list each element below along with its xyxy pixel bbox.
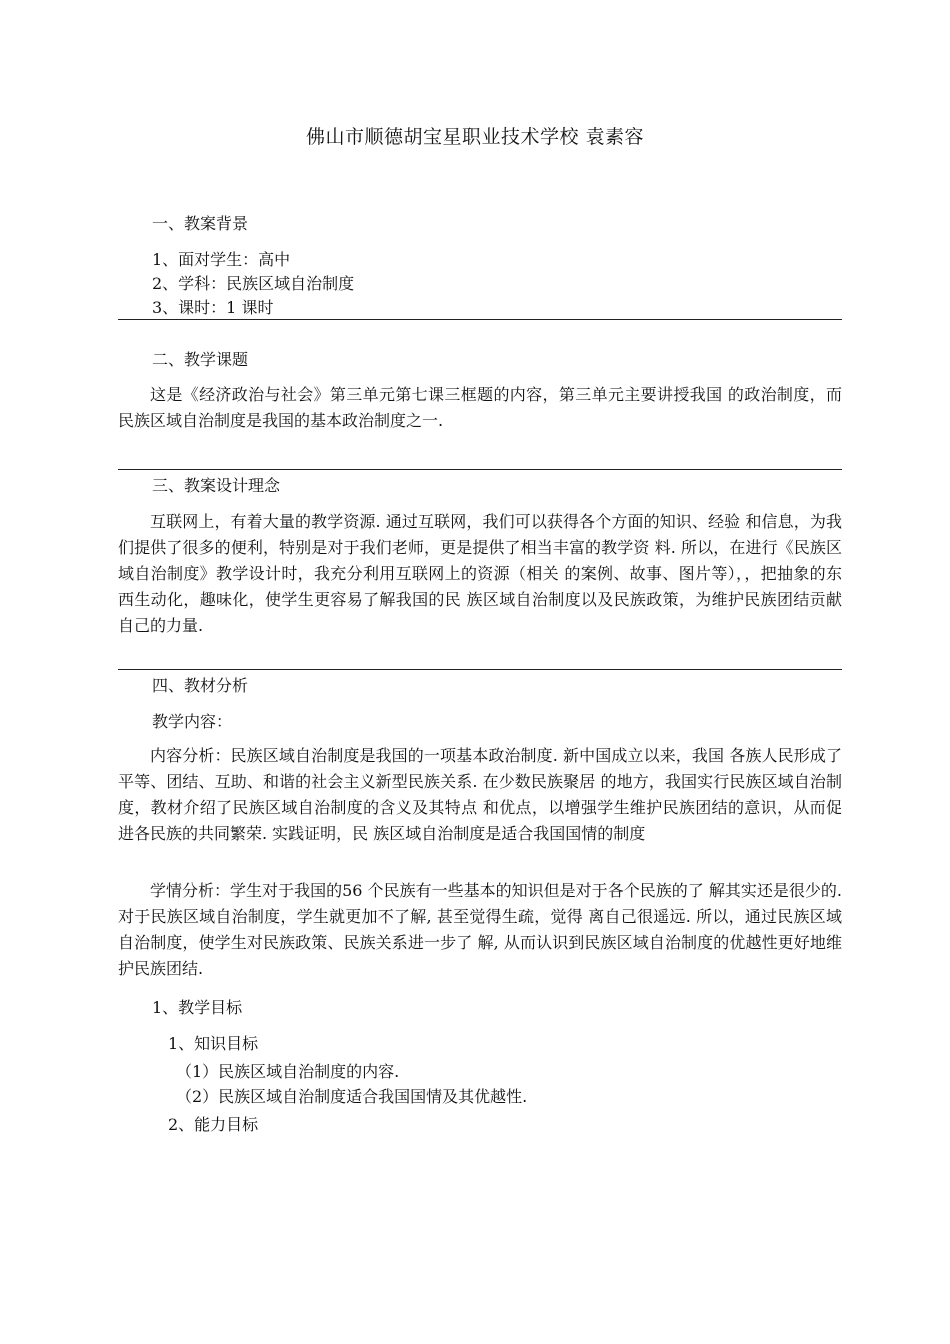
divider [118,319,842,320]
list-item-students: 1、面对学生：高中 [152,250,291,269]
document-title: 佛山市顺德胡宝星职业技术学校 袁素容 [305,126,645,148]
content-label: 教学内容： [152,712,233,731]
knowledge-goal-item: （2）民族区域自治制度适合我国国情及其优越性. [176,1087,528,1106]
section-heading-material-analysis: 四、教材分析 [152,676,249,695]
divider [118,669,842,670]
goals-heading: 1、教学目标 [152,998,243,1017]
knowledge-goals-heading: 1、知识目标 [168,1034,259,1053]
divider [118,469,842,470]
topic-paragraph: 这是《经济政治与社会》第三单元第七课三框题的内容，第三单元主要讲授我国 的政治制度，而民族区域自治制度是我国的基本政治制度之一. [118,385,842,430]
section-heading-design-concept: 三、教案设计理念 [152,476,281,495]
section-heading-topic: 二、教学课题 [152,350,249,369]
design-concept-paragraph: 互联网上，有着大量的教学资源. 通过互联网，我们可以获得各个方面的知识、经验 和信息，为我们提供了很多的便利，特别是对于我们老师，更是提供了相当丰富的教学资 料. 所以，在进行《民族区域自治制度》教学设计时，我充分利用互联网上的资源（相关 的案例、故事、图片等），，把抽象的东西生动化，趣味化，使学生更容易了解我国的民 族区域自治制度以及民族政策，为维护民族团结贡献自己的力量. [118,512,842,635]
content-analysis-paragraph: 内容分析：民族区域自治制度是我国的一项基本政治制度. 新中国成立以来，我国 各族人民形成了平等、团结、互助、和谐的社会主义新型民族关系. 在少数民族聚居 的地方，我国实行民族区域自治制度，教材介绍了民族区域自治制度的含义及其特点 和优点，以增强学生维护民族团结的意识，从而促进各民族的共同繁荣. 实践证明，民 族区域自治制度是适合我国国情的制度 [118,746,842,843]
list-item-hours: 3、课时：1 课时 [152,298,274,317]
ability-goals-heading: 2、能力目标 [168,1115,259,1134]
section-heading-background: 一、教案背景 [152,214,249,233]
student-analysis-paragraph: 学情分析：学生对于我国的56 个民族有一些基本的知识但是对于各个民族的了 解其实还是很少的. 对于民族区域自治制度，学生就更加不了解, 甚至觉得生疏，觉得 离自己很遥远. 所以，通过民族区域自治制度，使学生对民族政策、民族关系进一步了 解, 从而认识到民族区域自治制度的优越性更好地维护民族团结. [118,881,842,978]
knowledge-goal-item: （1）民族区域自治制度的内容. [176,1062,400,1081]
list-item-subject: 2、学科：民族区域自治制度 [152,274,355,293]
